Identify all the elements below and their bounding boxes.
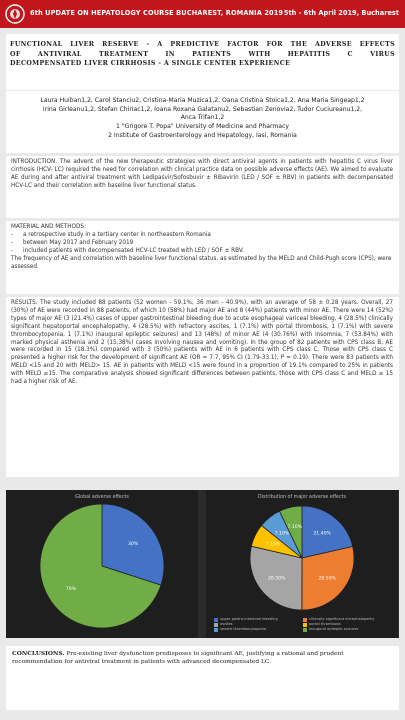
legend-label: severe thrombocytopenia bbox=[220, 627, 267, 631]
list-item-text: between May 2017 and February 2019 bbox=[23, 239, 134, 246]
legend-swatch bbox=[214, 618, 218, 622]
charts-area bbox=[6, 490, 399, 638]
legend-swatch bbox=[214, 628, 218, 632]
legend-label: clinically significant encephalopathy bbox=[309, 617, 375, 621]
chart-legend bbox=[214, 617, 392, 632]
pie-data-label: 70% bbox=[65, 587, 77, 593]
legend-entry bbox=[303, 627, 392, 632]
pie-chart-major bbox=[206, 490, 398, 638]
methods-section bbox=[6, 221, 399, 294]
list-item-text: included patients with decompensated HCV-LC treated with LED / SOF ± RBV. bbox=[23, 247, 244, 254]
legend-label: inaugural epileptic seizures bbox=[309, 627, 359, 631]
affiliation: 2 Institute of Gastroenterology and Hepatology, Iasi, Romania bbox=[108, 131, 297, 139]
conference-logo-icon bbox=[5, 4, 25, 24]
legend-swatch bbox=[303, 618, 307, 622]
pie-chart-global bbox=[6, 490, 198, 638]
authors-line: Irina Girleanu1,2, Stefan Chiriac1,2, Ioana Roxana Galatanu2, Sebastian Zenovia2, Tudor Cuciureanu1,2, bbox=[42, 105, 363, 113]
title-line: OF ANTIVIRAL TREATMENT IN PATIENTS WITH HEPATITIS C VIRUS bbox=[10, 50, 395, 58]
pie-data-label: 7.10% bbox=[287, 525, 303, 531]
conference-banner bbox=[0, 0, 405, 28]
methods-heading: MATERIAL AND METHODS: bbox=[11, 224, 86, 230]
title-line: DECOMPENSATED LIVER CIRRHOSIS - A SINGLE CENTER EXPERIENCE bbox=[10, 60, 291, 67]
pie-data-label: 7.10% bbox=[265, 542, 281, 548]
affiliation: 1 "Grigore T. Popa" University of Medicine and Pharmacy bbox=[116, 123, 289, 131]
introduction-section: INTRODUCTION. The advent of the new therapeutic strategies with direct antiviral agents in patients with hepatitis C virus liver cirrhosis (HCV- LC) required the need for correlation with clinical practice data on possible adverse effects (AE). We aimed to evaluate AE during and after antiviral treatment with Ledipasvir/Sofosbuvir ± Ribavirin (LED / SOF ± RBV) in patients with decompensated HCV-LC and their correlation with baseline liver functional status. bbox=[6, 156, 399, 218]
pie-data-label: 28.50% bbox=[318, 576, 336, 582]
methods-footer: The frequency of AE and correlation with baseline liver functional status, as estimated by the MELD and Child-Pugh score (CPS), were assessed. bbox=[11, 255, 392, 270]
legend-entry bbox=[214, 627, 303, 632]
legend-swatch bbox=[303, 628, 307, 632]
pie-data-label: 28.50% bbox=[267, 576, 286, 582]
title-box bbox=[6, 34, 399, 90]
legend-swatch bbox=[303, 623, 307, 627]
authors-line: Anca Trifan1,2 bbox=[180, 114, 225, 122]
conclusions-section bbox=[6, 646, 399, 710]
major-adverse-effects-chart bbox=[206, 490, 398, 638]
legend-swatch bbox=[214, 623, 218, 627]
list-item-text: a retrospective study in a tertiary center in northeastern Romania bbox=[23, 231, 211, 238]
conclusions-text: Pre-existing liver dysfunction predisposes to significant AE, justifying a rational and prudent recommendation for antiviral treatment in patients with advanced decompensated LC. bbox=[12, 651, 344, 666]
authors-line: Laura Huiban1,2, Carol Stanciu2, Cristina-Maria Muzica1,2, Oana Cristina Stoica1,2, Ana Maria Singeap1,2 bbox=[40, 97, 365, 104]
list-item: - a retrospective study in a tertiary center in northeastern Romania bbox=[11, 231, 211, 238]
pie-data-label: 7.10% bbox=[274, 531, 290, 537]
global-adverse-effects-chart bbox=[6, 490, 198, 638]
pie-data-label: 21.40% bbox=[313, 531, 331, 537]
conclusions-heading: CONCLUSIONS. bbox=[12, 650, 65, 657]
banner-dates: 5th - 6th April 2019, Bucharest bbox=[283, 9, 399, 17]
title-line: FUNCTIONAL LIVER RESERVE - A PREDICTIVE FACTOR FOR THE ADVERSE EFFECTS bbox=[10, 41, 395, 48]
pie-data-label: 30% bbox=[127, 541, 139, 547]
legend-label: upper gastro-intestinal bleeding bbox=[220, 617, 278, 621]
results-text: RESULTS. The study included 88 patients (52 women - 59.1%, 36 men - 40.9%), with an average of 58 ± 0.28 years. Overall, 27 (30%) of AE were recorded in 88 patients, of which 10 (58%) had major AE and 8 (44%) patients with minor AE. There were 14 (52%) types of major AE (3 (21.4%) cases of upper gastrointestinal bleeding due to acute esophageal variceal bleeding, 4 (28.5%) clinically significant hepatoportal encephalopathy, 4 (28.5%) with refractory ascites, 1 (7.1%) with portal thrombosis, 1 (7.1%) with severe thrombocytopenia, 1 (7.1%) inaugural epileptic seizures) and 13 (48%) of minor AE (4 (30.76%) with insomnia, 7 (53.84%) with marked physical asthenia and 2 (15.38%) cases involving nausea and vomiting). In the group of 82 patients with CPS class B, AE were recorded in 15 (18.3%) compared with 3 (50%) patients with AE in 6 patients with CPS class C. Those with CPS class C presented a higher risk for the development of significant AE (OR = 7.7, 95% CI (1.79-33.1), P = 0.19). There were 83 patients with MELD <15 and 20 with MELD> 15. AE in patients with MELD <15 were found in a proportion of 19.1% compared to 25% in patients with MELD ≥15. The comparative analysis showed significant differences between patients, those with CPS class C and MELD ≥ 15 had a higher risk of AE. bbox=[11, 300, 393, 386]
chart-title: Global adverse effects bbox=[75, 495, 129, 500]
poster-title bbox=[10, 40, 395, 69]
list-item: - included patients with decompensated HCV-LC treated with LED / SOF ± RBV. bbox=[11, 247, 244, 254]
list-item: - between May 2017 and February 2019 bbox=[11, 239, 134, 246]
chart-title: Distribution of major adverse effects bbox=[258, 495, 346, 500]
legend-label: ascites bbox=[220, 622, 233, 626]
authors-section bbox=[6, 91, 399, 153]
results-section bbox=[6, 297, 399, 477]
banner-course-title: 6th UPDATE ON HEPATOLOGY COURSE BUCHAREST, ROMANIA 2019 bbox=[30, 9, 284, 17]
legend-label: portal thrombosis bbox=[309, 622, 341, 626]
